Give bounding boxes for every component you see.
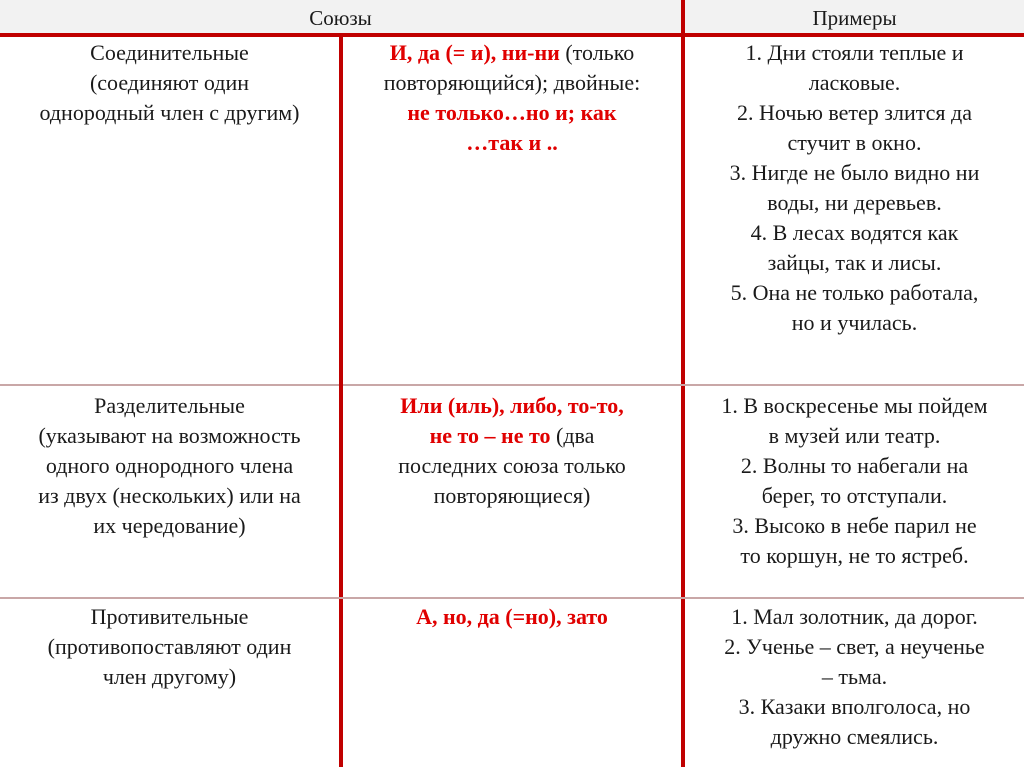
- row2-type-line3: одного однородного члена: [45, 453, 294, 478]
- row1-type-line3: однородный член с другим): [39, 100, 300, 125]
- row-divider-1-red: [339, 383, 343, 387]
- row3-conjunctions: [343, 602, 681, 632]
- row1-conj-red3: …так и ..: [466, 130, 558, 155]
- row3-example-line: 2. Ученье – свет, а неученье: [724, 634, 985, 659]
- row3-type-line1: Противительные: [90, 604, 249, 629]
- row2-conj-line2: [343, 421, 681, 451]
- row1-type-line2: (соединяют один: [89, 70, 250, 95]
- row2-type-line4: из двух (нескольких) или на: [38, 483, 301, 508]
- row3-example-line: 3. Казаки вполголоса, но: [738, 694, 971, 719]
- row2-example-line: то коршун, не то ястреб.: [740, 543, 969, 568]
- row1-type: [0, 38, 339, 128]
- row2-type-line2: (указывают на возможность: [38, 423, 301, 448]
- row2-conj-plain3: повторяющиеся): [433, 483, 591, 508]
- row1-conj-red2: не только…но и; как: [407, 100, 617, 125]
- row2-conj-plain2: последних союза только: [398, 453, 626, 478]
- row2-conj-red1: Или (иль), либо, то-то,: [400, 393, 624, 418]
- row2-example-line: 1. В воскресенье мы пойдем: [721, 393, 988, 418]
- row1-example-line: 4. В лесах водятся как: [750, 220, 959, 245]
- row1-example-line: стучит в окно.: [787, 130, 922, 155]
- row1-example-line: 3. Нигде не было видно ни: [729, 160, 980, 185]
- row1-example-line: 1. Дни стояли теплые и: [745, 40, 964, 65]
- row-divider-2: [0, 597, 1024, 599]
- row3-examples: [685, 602, 1024, 752]
- row3-type-line3: член другому): [102, 664, 237, 689]
- row1-example-line: 5. Она не только работала,: [730, 280, 979, 305]
- row1-examples: [685, 38, 1024, 338]
- row1-conj-red1: И, да (= и), ни-ни: [389, 40, 560, 65]
- row2-type: [0, 391, 339, 541]
- row3-example-line: – тьма.: [821, 664, 888, 689]
- row2-conj-red2: не то – не то: [429, 423, 551, 448]
- row1-example-line: 2. Ночью ветер злится да: [737, 100, 972, 125]
- row3-type-line2: (противопоставляют один: [47, 634, 292, 659]
- row2-example-line: 3. Высоко в небе парил не: [732, 513, 977, 538]
- row2-example-line: берег, то отступали.: [761, 483, 948, 508]
- row1-conj-line1: [343, 38, 681, 68]
- row3-example-line: дружно смеялись.: [770, 724, 939, 749]
- row1-conj-plain1: (только: [559, 40, 635, 65]
- row1-example-line: воды, ни деревьев.: [767, 190, 942, 215]
- row-divider-1: [0, 384, 1024, 386]
- row1-example-line: зайцы, так и лисы.: [767, 250, 942, 275]
- row1-conjunctions: [343, 38, 681, 158]
- header-conjunctions: Союзы: [309, 6, 372, 30]
- row2-conj-plain1: (два: [550, 423, 595, 448]
- row1-example-line: но и училась.: [791, 310, 918, 335]
- row2-type-line1: Разделительные: [94, 393, 245, 418]
- row1-type-line1: Соединительные: [90, 40, 249, 65]
- row2-example-line: 2. Волны то набегали на: [740, 453, 969, 478]
- row3-example-line: 1. Мал золотник, да дорог.: [731, 604, 978, 629]
- row3-conj-red1: А, но, да (=но), зато: [416, 604, 608, 629]
- row2-type-line5: их чередование): [93, 513, 246, 538]
- row1-example-line: ласковые.: [808, 70, 901, 95]
- row1-conj-plain2: повторяющийся); двойные:: [383, 70, 641, 95]
- header-examples: Примеры: [812, 6, 897, 30]
- row3-type: [0, 602, 339, 692]
- row2-example-line: в музей или театр.: [768, 423, 941, 448]
- row2-examples: [685, 391, 1024, 571]
- row2-conjunctions: [343, 391, 681, 511]
- header-divider: [0, 33, 1024, 37]
